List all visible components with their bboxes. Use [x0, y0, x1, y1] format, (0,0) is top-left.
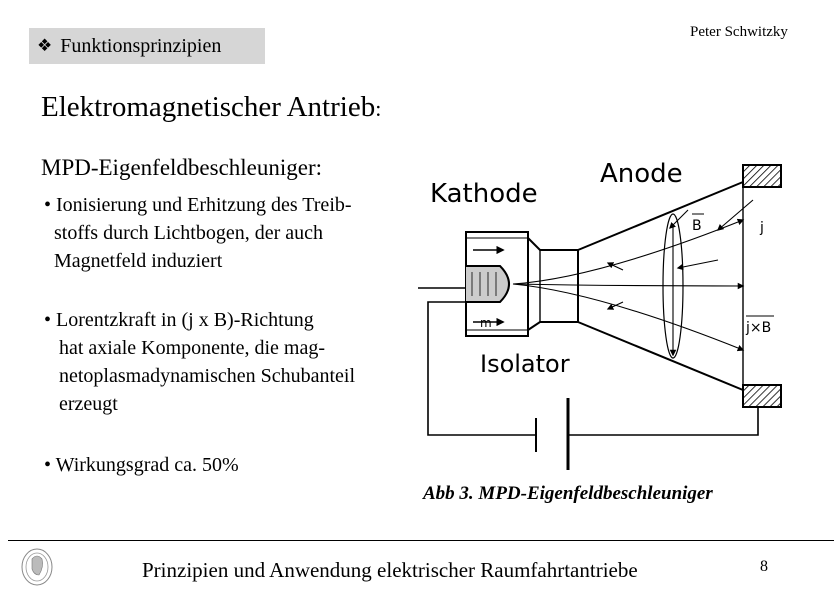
- bullet-3: [44, 451, 239, 479]
- page-number: 8: [760, 558, 768, 575]
- bullet-3-line-1: • Wirkungsgrad ca. 50%: [44, 454, 239, 476]
- bullet-1-line-1: • Ionisierung und Erhitzung des Treib-: [44, 194, 352, 216]
- isolator-label: Isolator: [480, 350, 570, 378]
- bullet-2-line-4: erzeugt: [44, 393, 118, 415]
- kathode-label: Kathode: [430, 179, 538, 209]
- diamond-bullet-icon: ❖: [37, 36, 53, 55]
- slide-title: [41, 91, 381, 124]
- electric-circuit: [418, 288, 758, 470]
- anode-top: [743, 165, 781, 187]
- slide-subtitle: MPD-Eigenfeldbeschleuniger:: [41, 155, 323, 180]
- bullet-1-line-2: stoffs durch Lichtbogen, der auch: [44, 222, 323, 244]
- bullet-2: [44, 306, 355, 418]
- figure-caption: Abb 3. MPD-Eigenfeldbeschleuniger: [423, 483, 713, 504]
- footer-title: Prinzipien und Anwendung elektrischer Raumfahrtantriebe: [142, 558, 638, 582]
- b-vector-label: B: [692, 218, 702, 234]
- slide-title-colon: :: [375, 96, 382, 121]
- jxb-vector-label: j×B: [746, 320, 772, 336]
- bullet-1: [44, 191, 352, 275]
- author-name: Peter Schwitzky: [690, 24, 788, 40]
- bullet-2-line-2: hat axiale Komponente, die mag-: [44, 337, 326, 359]
- anode-label: Anode: [600, 159, 683, 189]
- footer-divider: [8, 540, 834, 541]
- section-tag: [29, 28, 265, 64]
- current-lines: [513, 200, 753, 355]
- university-seal-icon: [18, 545, 56, 589]
- section-label: Funktionsprinzipien: [60, 34, 222, 57]
- anode-bottom: [743, 385, 781, 407]
- bullet-2-line-1: • Lorentzkraft in (j x B)-Richtung: [44, 309, 314, 331]
- mpd-thruster-diagram: [418, 150, 798, 470]
- j-vector-label: j: [760, 220, 764, 236]
- mass-flow-label: m: [480, 316, 492, 330]
- slide-title-text: Elektromagnetischer Antrieb: [41, 91, 376, 123]
- bullet-1-line-3: Magnetfeld induziert: [44, 250, 223, 272]
- bullet-2-line-3: netoplasmadynamischen Schubanteil: [44, 365, 356, 387]
